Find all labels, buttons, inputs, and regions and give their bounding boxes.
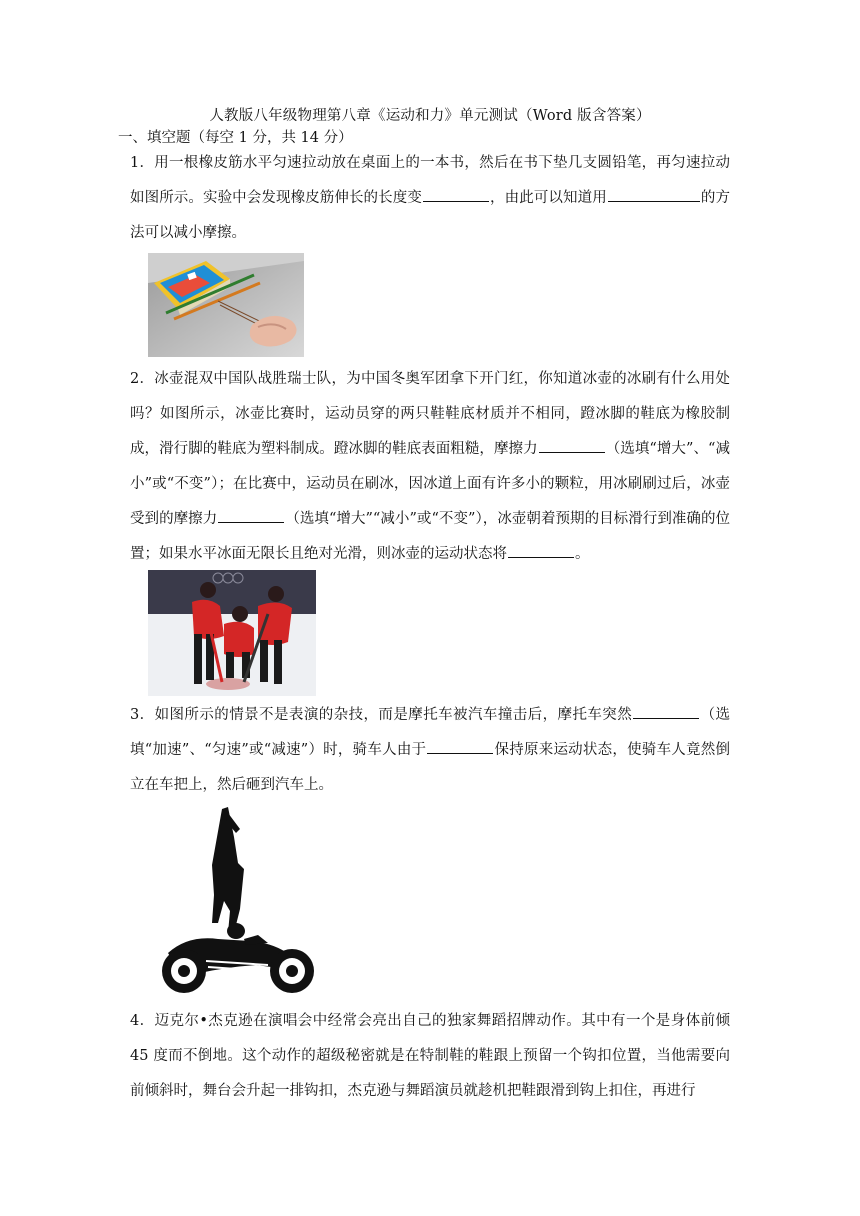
book-and-pencils-illustration: [148, 253, 304, 357]
question-number: 3．: [130, 707, 155, 723]
question-2: [130, 362, 730, 572]
motorcycle-handstand-silhouette: [148, 805, 320, 997]
question-text: ，由此可以知道用: [489, 190, 607, 206]
answer-blank: [608, 200, 700, 202]
curling-team-photo: [148, 570, 316, 696]
question-text: 冰壶混双中国队战胜瑞士队，为中国冬奥军团拿下开门红，你知道冰壶的冰刷有什么用处吗？如图所示，冰壶比赛时，运动员穿的两只鞋鞋底材质并不相同，蹬冰脚的鞋底为橡胶制成，滑行脚的鞋底为塑料制成。蹬冰脚的鞋底表面粗糙，摩擦力: [130, 371, 730, 457]
question-1: [130, 146, 730, 251]
answer-blank: [633, 717, 699, 719]
question-4: [130, 1004, 730, 1109]
question-text: 保持原来运动状态，使骑车人竟然倒立在车把上，然后砸到汽车上。: [130, 742, 730, 793]
section-heading: 一、填空题（每空 1 分，共 14 分）: [118, 130, 353, 146]
book-and-pencils-photo: [148, 253, 304, 357]
question-text: 。: [575, 546, 590, 562]
answer-blank: [508, 556, 574, 558]
question-number: 1．: [130, 155, 155, 171]
question-text: （选填“加速”、“匀速”或“减速”）时，骑车人由于: [130, 707, 731, 758]
question-number: 2．: [130, 371, 155, 387]
question-3: [130, 698, 730, 803]
motorcycle-handstand-illustration: [148, 805, 320, 997]
question-number: 4．: [130, 1013, 155, 1029]
answer-blank: [539, 451, 605, 453]
question-text: 迈克尔•杰克逊在演唱会中经常会亮出自己的独家舞蹈招牌动作。其中有一个是身体前倾45 度而不倒地。这个动作的超级秘密就是在特制鞋的鞋跟上预留一个钩扣位置，当他需要向前倾斜时，舞台会升起一排钩扣，杰克逊与舞蹈演员就趁机把鞋跟滑到钩上扣住，再进行: [130, 1013, 730, 1099]
question-text: （选填“增大”、“减小”或“不变”）；在比赛中，运动员在刷冰，因冰道上面有许多小的颗粒，用冰刷刷过后，冰壶受到的摩擦力: [130, 441, 730, 527]
question-text: 如图所示的情景不是表演的杂技，而是摩托车被汽车撞击后，摩托车突然: [154, 707, 633, 723]
curling-team-illustration: [148, 570, 316, 696]
question-text: 的方法可以减小摩擦。: [130, 190, 731, 241]
question-text: （选填“增大”“减小”或“不变”），冰壶朝着预期的目标滑行到准确的位置；如果水平冰面无限长且绝对光滑，则冰壶的运动状态将: [130, 511, 730, 562]
answer-blank: [427, 752, 493, 754]
question-text: 用一根橡皮筋水平匀速拉动放在桌面上的一本书，然后在书下垫几支圆铅笔，再匀速拉动如图所示。实验中会发现橡皮筋伸长的长度变: [130, 155, 730, 206]
document-title: 人教版八年级物理第八章《运动和力》单元测试（Word 版含答案）: [209, 108, 651, 124]
answer-blank: [218, 521, 284, 523]
answer-blank: [423, 200, 489, 202]
